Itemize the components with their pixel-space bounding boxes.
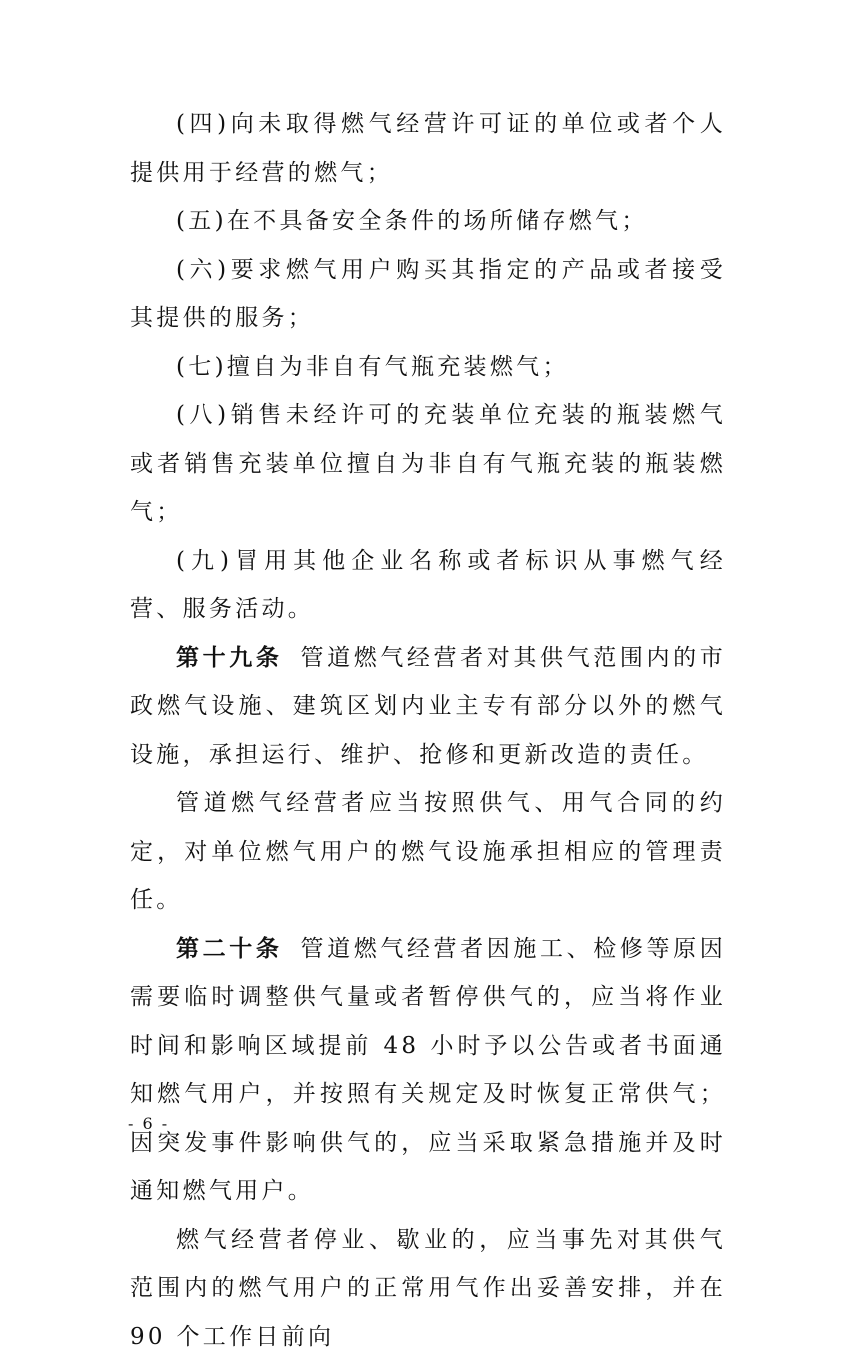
page-number: - 6 - <box>128 1114 169 1133</box>
article-20-text: 管道燃气经营者因施工、检修等原因需要临时调整供气量或者暂停供气的，应当将作业时间和影响区域提前 48 小时予以公告或者书面通知燃气用户，并按照有关规定及时恢复正常供气；因突发事件影响供气的，应当采取紧急措施并及时通知燃气用户。 <box>130 936 726 1205</box>
paragraph-item-9: (九)冒用其他企业名称或者标识从事燃气经营、服务活动。 <box>130 537 726 634</box>
article-19-paragraph-2: 管道燃气经营者应当按照供气、用气合同的约定，对单位燃气用户的燃气设施承担相应的管理责任。 <box>130 779 726 925</box>
paragraph-item-4: (四)向未取得燃气经营许可证的单位或者个人提供用于经营的燃气； <box>130 100 726 197</box>
article-20 <box>130 925 726 1216</box>
paragraph-item-5: (五)在不具备安全条件的场所储存燃气； <box>130 197 726 246</box>
paragraph-item-6: (六)要求燃气用户购买其指定的产品或者接受其提供的服务； <box>130 246 726 343</box>
document-body <box>130 100 726 1361</box>
paragraph-item-7: (七)擅自为非自有气瓶充装燃气； <box>130 343 726 392</box>
article-20-heading: 第二十条 <box>176 936 282 962</box>
article-19 <box>130 634 726 780</box>
article-19-heading: 第十九条 <box>176 645 282 671</box>
paragraph-item-8: (八)销售未经许可的充装单位充装的瓶装燃气或者销售充装单位擅自为非自有气瓶充装的瓶装燃气； <box>130 391 726 537</box>
article-20-paragraph-2: 燃气经营者停业、歇业的，应当事先对其供气范围内的燃气用户的正常用气作出妥善安排，并在 90 个工作日前向 <box>130 1216 726 1361</box>
article-19-text: 管道燃气经营者对其供气范围内的市政燃气设施、建筑区划内业主专有部分以外的燃气设施，承担运行、维护、抢修和更新改造的责任。 <box>130 645 726 768</box>
